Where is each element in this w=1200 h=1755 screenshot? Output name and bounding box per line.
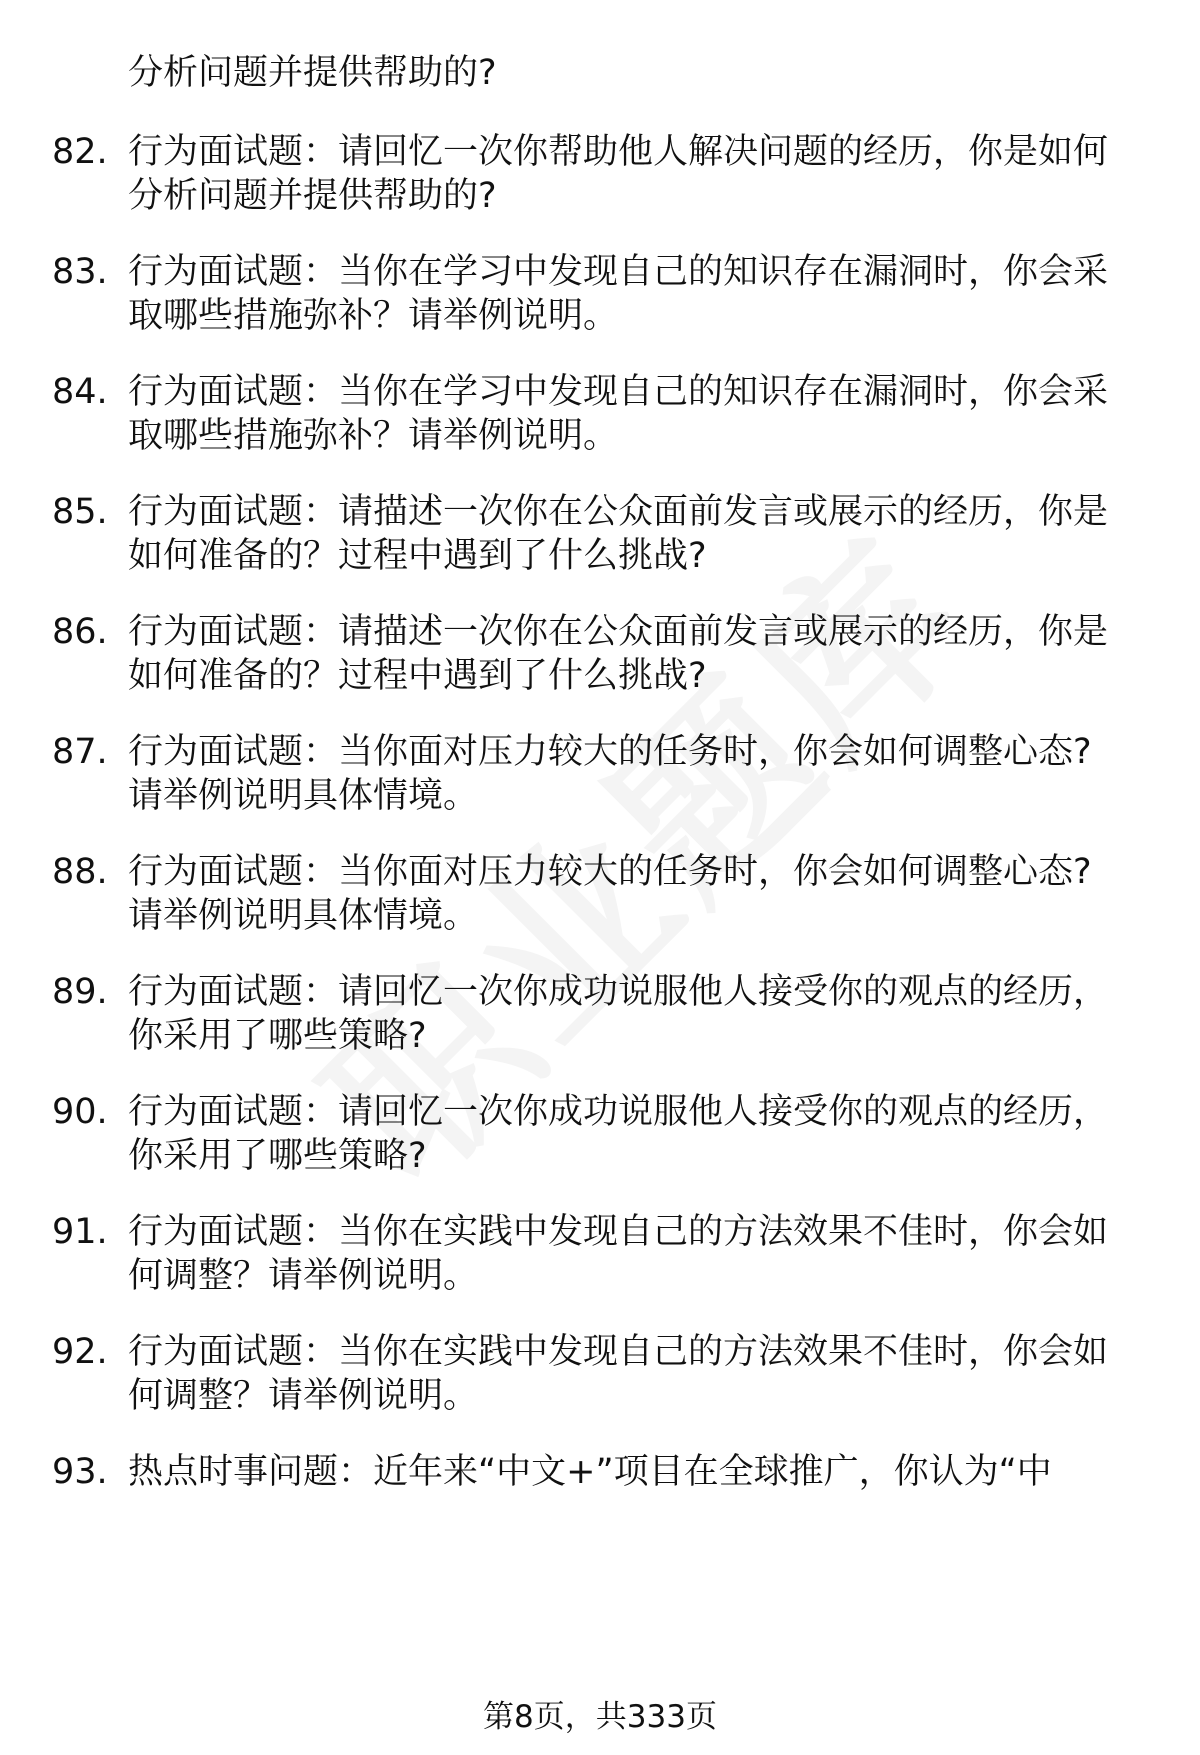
item-line-2: 何调整？请举例说明。 [128, 1256, 479, 1296]
item-number: 89. [52, 972, 108, 1012]
page-footer: 第8页，共333页 [483, 1699, 717, 1735]
item-line-1: 行为面试题：请回忆一次你成功说服他人接受你的观点的经历， [128, 972, 1109, 1012]
item-line-2: 分析问题并提供帮助的? [128, 176, 497, 216]
item-number: 92. [52, 1332, 108, 1372]
item-line-2: 取哪些措施弥补？请举例说明。 [128, 416, 619, 456]
item-line-2: 你采用了哪些策略? [128, 1136, 427, 1176]
item-number: 93. [52, 1452, 108, 1492]
item-number: 91. [52, 1212, 108, 1252]
item-number: 90. [52, 1092, 108, 1132]
item-line-2: 请举例说明具体情境。 [128, 896, 479, 936]
item-line-2: 请举例说明具体情境。 [128, 776, 479, 816]
item-number: 86. [52, 612, 108, 652]
item-number: 83. [52, 252, 108, 292]
item-line-1: 行为面试题：请描述一次你在公众面前发言或展示的经历，你是 [128, 612, 1109, 652]
item-line-1: 行为面试题：请描述一次你在公众面前发言或展示的经历，你是 [128, 492, 1109, 532]
item-line-2: 何调整？请举例说明。 [128, 1376, 479, 1416]
item-line-1: 行为面试题：请回忆一次你帮助他人解决问题的经历，你是如何 [128, 132, 1109, 172]
item-line-2: 取哪些措施弥补？请举例说明。 [128, 296, 619, 336]
item-line-1: 行为面试题：当你在学习中发现自己的知识存在漏洞时，你会采 [128, 252, 1109, 292]
item-line-1: 行为面试题：当你在实践中发现自己的方法效果不佳时，你会如 [128, 1212, 1109, 1252]
continued-line: 分析问题并提供帮助的? [128, 53, 497, 93]
item-number: 82. [52, 132, 108, 172]
item-line-2: 如何准备的？过程中遇到了什么挑战? [128, 536, 707, 576]
item-line-1: 行为面试题：当你面对压力较大的任务时，你会如何调整心态? [128, 732, 1092, 772]
item-number: 84. [52, 372, 108, 412]
item-line-1: 行为面试题：请回忆一次你成功说服他人接受你的观点的经历， [128, 1092, 1109, 1132]
item-line-1: 行为面试题：当你在实践中发现自己的方法效果不佳时，你会如 [128, 1332, 1109, 1372]
item-number: 87. [52, 732, 108, 772]
item-number: 85. [52, 492, 108, 532]
item-line-1: 行为面试题：当你在学习中发现自己的知识存在漏洞时，你会采 [128, 372, 1109, 412]
item-line-2: 你采用了哪些策略? [128, 1016, 427, 1056]
item-line-1: 行为面试题：当你面对压力较大的任务时，你会如何调整心态? [128, 852, 1092, 892]
item-number: 88. [52, 852, 108, 892]
item-line-1: 热点时事问题：近年来“中文+”项目在全球推广，你认为“中 [128, 1452, 1052, 1492]
item-line-2: 如何准备的？过程中遇到了什么挑战? [128, 656, 707, 696]
